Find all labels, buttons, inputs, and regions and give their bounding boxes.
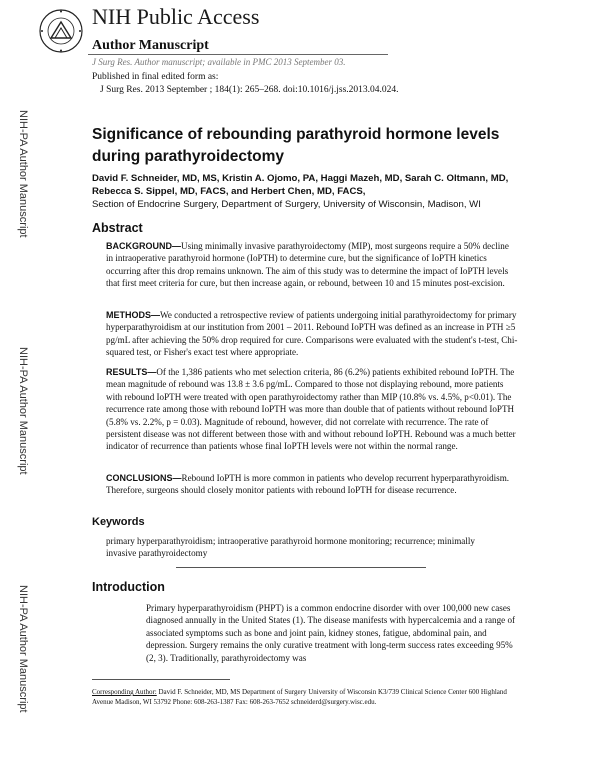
section-divider — [176, 567, 426, 568]
side-label: NIH-PA Author Manuscript — [17, 347, 29, 475]
conclusions-text: Rebound IoPTH is more common in patients who develop recurrent hyperparathyroidism. Therefore, surgeons should closely monitor patients with rebound IoPTH for disease recurrence. — [106, 473, 510, 496]
nih-seal-logo — [38, 8, 84, 54]
published-citation: J Surg Res. 2013 September ; 184(1): 265–268. doi:10.1016/j.jss.2013.04.024. — [100, 85, 399, 95]
introduction-text: Primary hyperparathyroidism (PHPT) is a common endocrine disorder with over 100,000 new cases diagnosed annually in the United States (1). The disease manifests with hypercalcemia and a range of associated symptoms such as bone and joint pain, kidney stones, fatigue, abdominal pain, and depression. Surgery remains the only curative treatment with long-term success rates exceeding 95% (2, 3). Traditionally, parathyroidectomy was — [146, 603, 516, 663]
background-text: Using minimally invasive parathyroidectomy (MIP), most surgeons require a 50% decline in intraoperative parathyroid hormone (IoPTH) to determine cure, but the significance of IoPTH kinetics occurring after this drop remains unknown. The aim of this study was to determine the impact of IoPTH levels that first meet criteria for cure, but then increase again, or rebound, between 10 and 15 minutes post-excision. — [106, 241, 509, 289]
conclusions-label: CONCLUSIONS— — [106, 473, 182, 483]
abstract-conclusions — [106, 472, 518, 497]
footnote-text: David F. Schneider, MD, MS Department of Surgery University of Wisconsin K3/739 Clinical Science Center 600 Highland Avenue Madison, WI 53792 Phone: 608-263-1387 Fax: 608-263-7652 schneiderd@surgery.wisc.edu. — [92, 688, 507, 706]
article-title: Significance of rebounding parathyroid hormone levels during parathyroidectomy — [92, 126, 500, 165]
header-title: NIH Public Access — [92, 4, 260, 29]
availability-note: J Surg Res. Author manuscript; available in PMC 2013 September 03. — [92, 57, 346, 67]
footnote — [92, 688, 522, 707]
keywords-text: primary hyperparathyroidism; intraoperative parathyroid hormone monitoring; recurrence; minimally invasive parathyroidectomy — [106, 536, 475, 559]
published-label: Published in final edited form as: — [92, 72, 219, 82]
introduction-heading: Introduction — [92, 580, 165, 594]
header-divider — [88, 54, 388, 55]
results-label: RESULTS— — [106, 367, 157, 377]
author-list: David F. Schneider, MD, MS, Kristin A. Ojomo, PA, Haggi Mazeh, MD, Sarah C. Oltmann, MD, Rebecca S. Sippel, MD, FACS, and Herbert Chen, MD, FACS, — [92, 173, 509, 197]
side-label: NIH-PA Author Manuscript — [17, 585, 29, 713]
abstract-results — [106, 366, 518, 453]
background-label: BACKGROUND— — [106, 241, 181, 251]
footnote-label: Corresponding Author: — [92, 688, 157, 696]
methods-label: METHODS— — [106, 310, 160, 320]
abstract-heading: Abstract — [92, 221, 143, 235]
methods-text: We conducted a retrospective review of patients undergoing initial parathyroidectomy for primary hyperparathyroidism at our institution from 2001 – 2011. Rebound IoPTH was defined as an increase in PTH ≥5 pg/mL after achieving the 50% drop required for cure. Comparisons were evaluated with the student's t-test, Chi-squared test, or Fisher's exact test where appropriate. — [106, 310, 518, 358]
affiliation: Section of Endocrine Surgery, Department of Surgery, University of Wisconsin, Madison, WI — [92, 199, 481, 210]
side-label: NIH-PA Author Manuscript — [17, 110, 29, 238]
header-subtitle: Author Manuscript — [92, 38, 209, 53]
keywords-heading: Keywords — [92, 516, 145, 528]
abstract-background — [106, 240, 518, 290]
footnote-divider — [92, 679, 230, 680]
abstract-methods — [106, 309, 518, 359]
results-text: Of the 1,386 patients who met selection criteria, 86 (6.2%) patients exhibited rebound IoPTH. The mean magnitude of rebound was 13.8 ± 3.6 pg/mL. Compared to those not displaying rebound, more patients with rebound IoPTH were treated with open parathyroidectomy rather than MIP (10.8% vs. 4.5%, p<0.01). The recurrence rate among those with rebound IoPTH was more than double that of patients without rebound IoPTH (5.8% vs. 2.2%, p = 0.03). Magnitude of rebound, however, did not correlate with recurrence. The rate of persistent disease was not different between those with and without rebound IoPTH. Rebound was a much better indicator of recurrence than patients whose final IoPTH levels were not within the normal range. — [106, 367, 516, 452]
